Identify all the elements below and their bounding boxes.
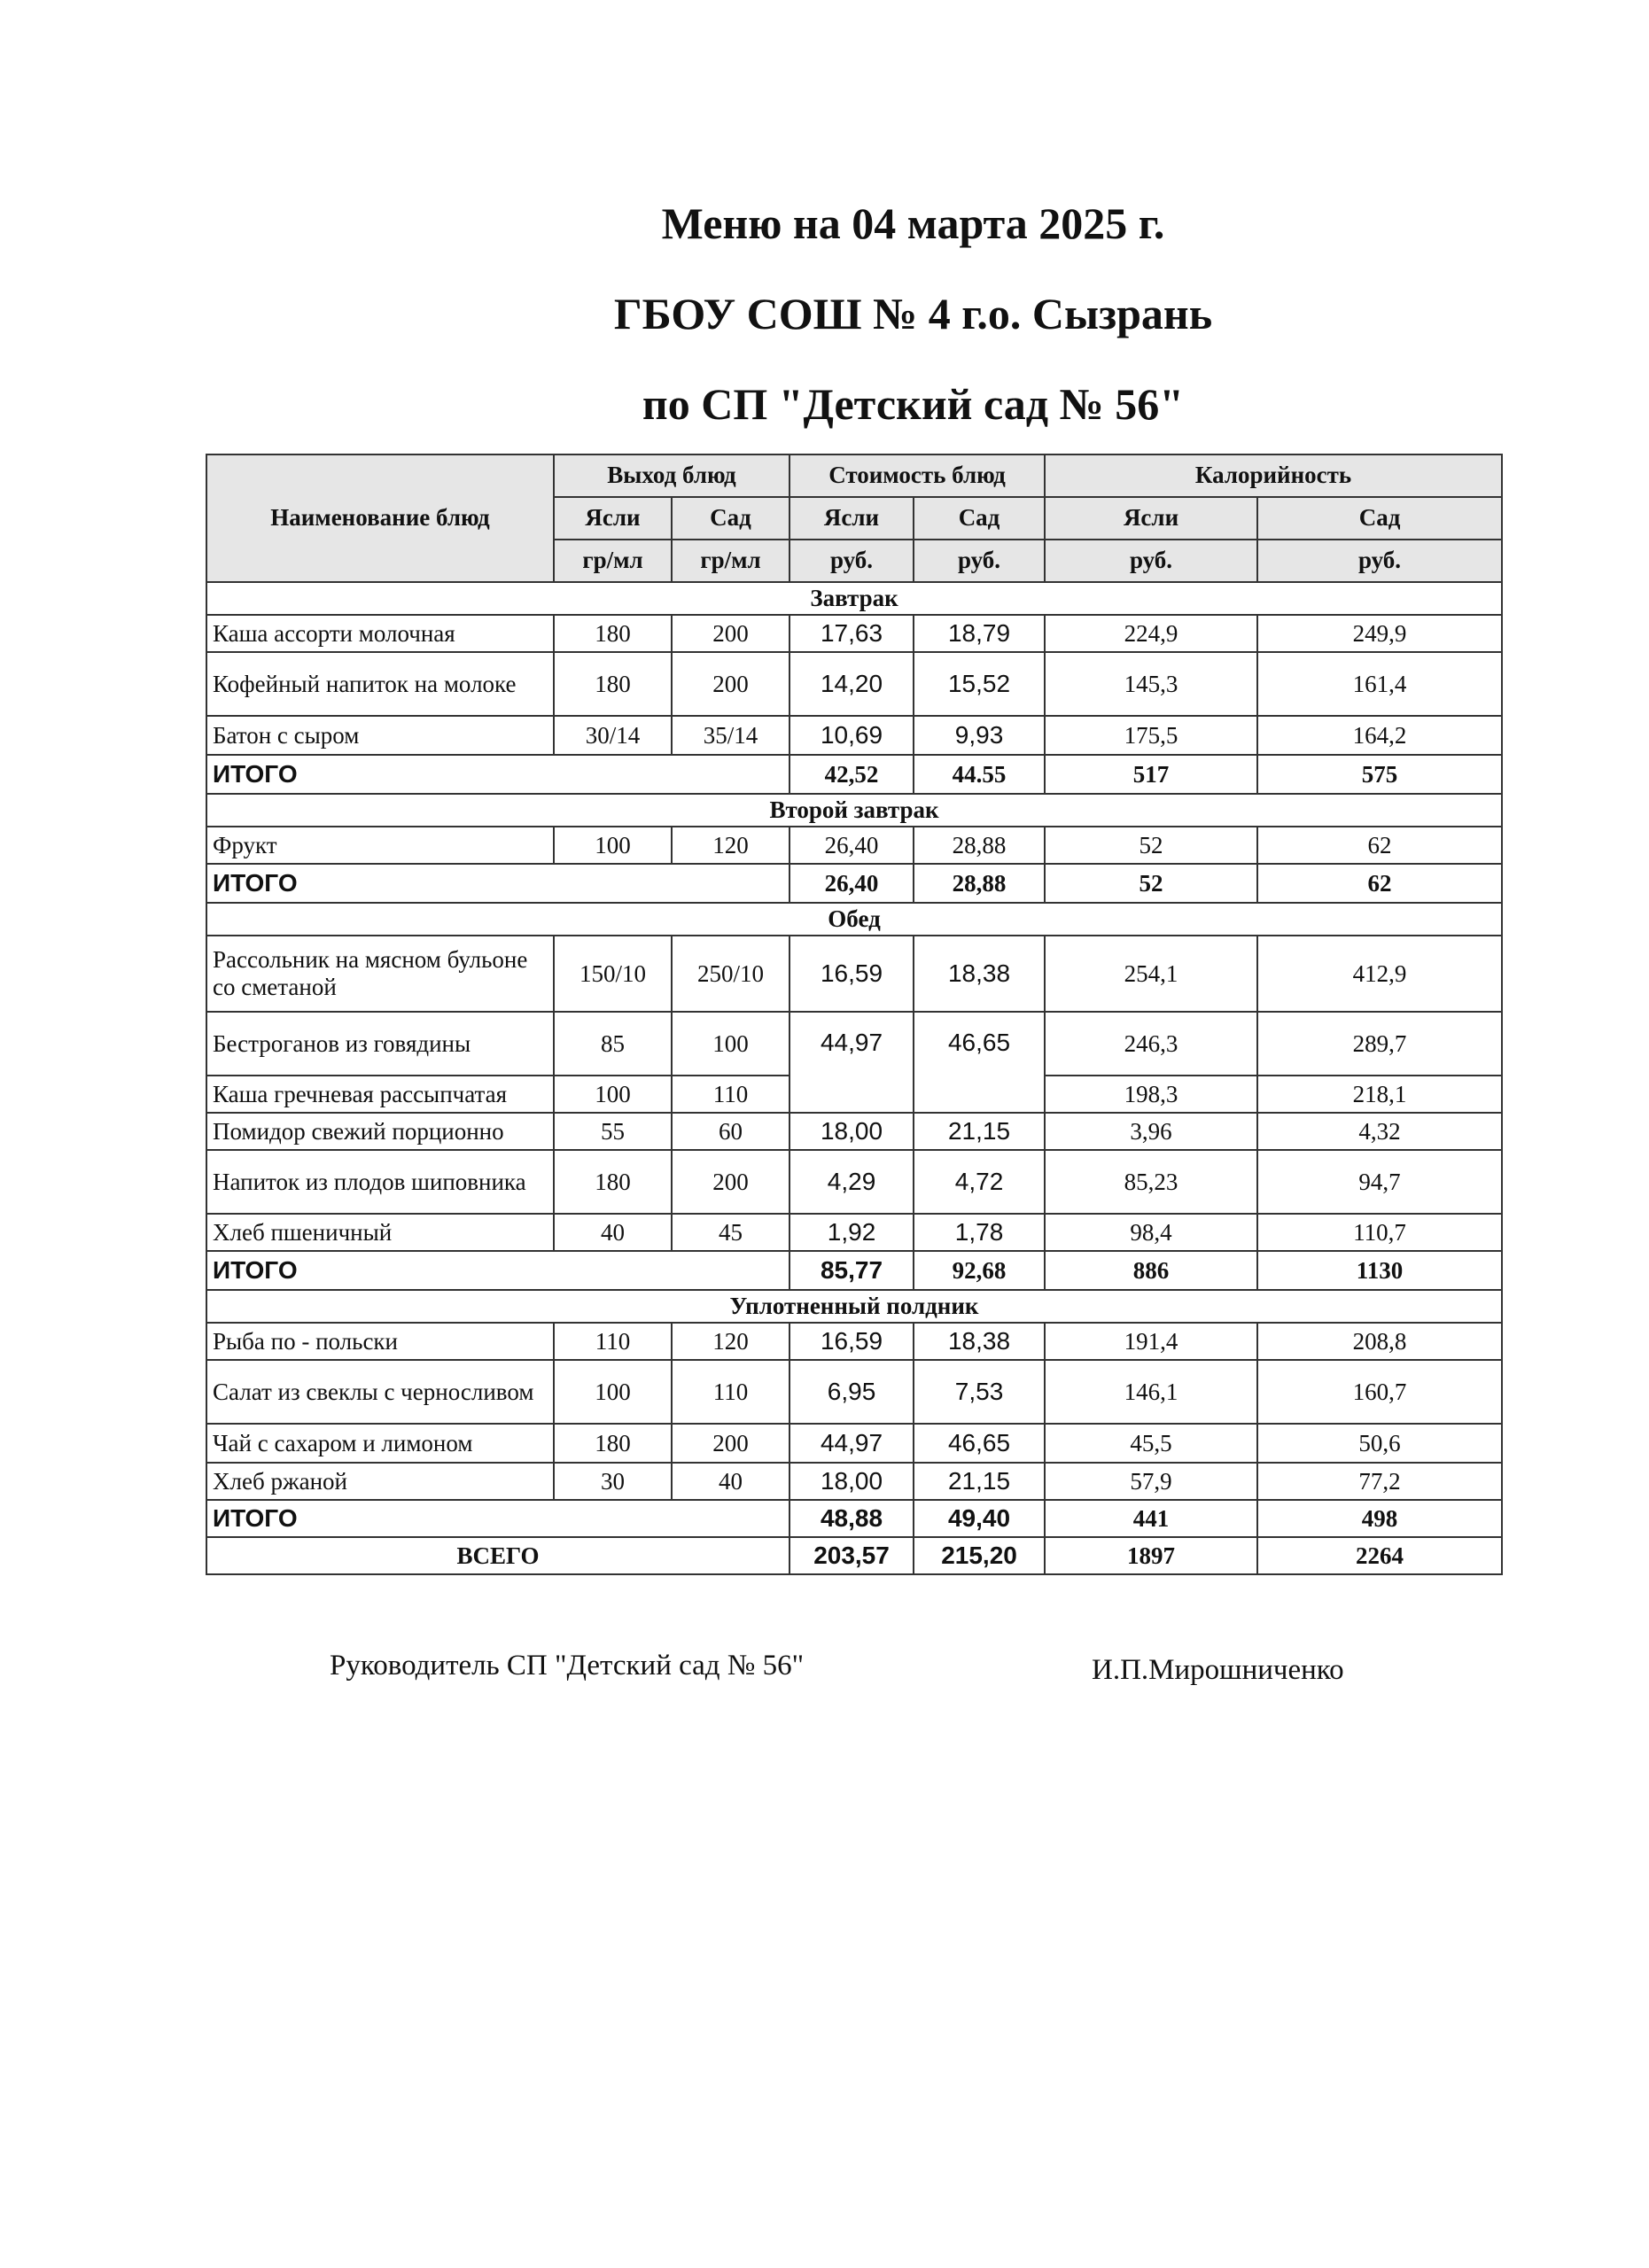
cost-garden: 7,53 bbox=[914, 1360, 1045, 1424]
section-title: Завтрак bbox=[206, 582, 1502, 615]
cost-garden: 21,15 bbox=[914, 1113, 1045, 1150]
total-cost-garden: 49,40 bbox=[914, 1500, 1045, 1537]
header-unit: руб. bbox=[1257, 540, 1502, 582]
cost-nursery: 14,20 bbox=[789, 652, 914, 716]
table-row bbox=[206, 615, 1502, 652]
total-calories-nursery: 441 bbox=[1045, 1500, 1257, 1537]
table-row bbox=[206, 1323, 1502, 1360]
output-nursery: 40 bbox=[554, 1214, 672, 1251]
calories-garden: 164,2 bbox=[1257, 716, 1502, 755]
table-row bbox=[206, 652, 1502, 716]
calories-garden: 160,7 bbox=[1257, 1360, 1502, 1424]
grand-total-calories-garden: 2264 bbox=[1257, 1537, 1502, 1574]
total-calories-garden: 498 bbox=[1257, 1500, 1502, 1537]
output-garden: 60 bbox=[672, 1113, 789, 1150]
calories-garden: 94,7 bbox=[1257, 1150, 1502, 1214]
grand-total-cost-nursery: 203,57 bbox=[789, 1537, 914, 1574]
cost-nursery: 18,00 bbox=[789, 1463, 914, 1500]
total-cost-nursery: 42,52 bbox=[789, 755, 914, 794]
header-unit: руб. bbox=[1045, 540, 1257, 582]
dish-name: Батон с сыром bbox=[206, 716, 554, 755]
output-nursery: 110 bbox=[554, 1323, 672, 1360]
calories-nursery: 224,9 bbox=[1045, 615, 1257, 652]
dish-name: Каша ассорти молочная bbox=[206, 615, 554, 652]
output-nursery: 30/14 bbox=[554, 716, 672, 755]
calories-garden: 412,9 bbox=[1257, 936, 1502, 1012]
total-cost-nursery: 85,77 bbox=[789, 1251, 914, 1290]
header-unit: гр/мл bbox=[554, 540, 672, 582]
section-title: Обед bbox=[206, 903, 1502, 936]
output-garden: 200 bbox=[672, 1424, 789, 1463]
kindergarten-title: по СП "Детский сад № 56" bbox=[642, 379, 1185, 429]
header-cost: Стоимость блюд bbox=[789, 454, 1045, 497]
header-unit: руб. bbox=[789, 540, 914, 582]
table-row bbox=[206, 936, 1502, 1012]
header-output: Выход блюд bbox=[554, 454, 789, 497]
header-unit: руб. bbox=[914, 540, 1045, 582]
dish-name: Помидор свежий порционно bbox=[206, 1113, 554, 1150]
calories-nursery: 175,5 bbox=[1045, 716, 1257, 755]
school-title: ГБОУ СОШ № 4 г.о. Сызрань bbox=[613, 289, 1213, 338]
total-calories-garden: 1130 bbox=[1257, 1251, 1502, 1290]
table-row bbox=[206, 1150, 1502, 1214]
calories-nursery: 3,96 bbox=[1045, 1113, 1257, 1150]
output-nursery: 100 bbox=[554, 827, 672, 864]
output-nursery: 180 bbox=[554, 1150, 672, 1214]
output-nursery: 85 bbox=[554, 1012, 672, 1076]
total-calories-garden: 62 bbox=[1257, 864, 1502, 903]
calories-nursery: 45,5 bbox=[1045, 1424, 1257, 1463]
table-row bbox=[206, 1424, 1502, 1463]
output-garden: 120 bbox=[672, 1323, 789, 1360]
total-cost-garden: 44.55 bbox=[914, 755, 1045, 794]
cost-nursery: 16,59 bbox=[789, 936, 914, 1012]
output-garden: 110 bbox=[672, 1076, 789, 1113]
header-calories: Калорийность bbox=[1045, 454, 1502, 497]
dish-name: Чай с сахаром и лимоном bbox=[206, 1424, 554, 1463]
calories-nursery: 146,1 bbox=[1045, 1360, 1257, 1424]
output-garden: 35/14 bbox=[672, 716, 789, 755]
table-row bbox=[206, 716, 1502, 755]
calories-garden: 77,2 bbox=[1257, 1463, 1502, 1500]
total-calories-nursery: 517 bbox=[1045, 755, 1257, 794]
dish-name: Бестроганов из говядины bbox=[206, 1012, 554, 1076]
section-title: Уплотненный полдник bbox=[206, 1290, 1502, 1323]
cost-garden: 18,79 bbox=[914, 615, 1045, 652]
menu-table bbox=[206, 454, 1503, 1575]
total-calories-garden: 575 bbox=[1257, 755, 1502, 794]
dish-name: Салат из свеклы с черносливом bbox=[206, 1360, 554, 1424]
calories-garden: 62 bbox=[1257, 827, 1502, 864]
cost-garden: 18,38 bbox=[914, 1323, 1045, 1360]
cost-garden: 15,52 bbox=[914, 652, 1045, 716]
cost-garden: 28,88 bbox=[914, 827, 1045, 864]
signatory-name: И.П.Мирошниченко bbox=[1092, 1654, 1344, 1686]
cost-garden: 4,72 bbox=[914, 1150, 1045, 1214]
signatory-position: Руководитель СП "Детский сад № 56" bbox=[330, 1650, 805, 1682]
grand-total-row bbox=[206, 1537, 1502, 1574]
calories-nursery: 57,9 bbox=[1045, 1463, 1257, 1500]
calories-garden: 110,7 bbox=[1257, 1214, 1502, 1251]
table-row bbox=[206, 1012, 1502, 1076]
output-nursery: 30 bbox=[554, 1463, 672, 1500]
cost-nursery: 10,69 bbox=[789, 716, 914, 755]
calories-nursery: 145,3 bbox=[1045, 652, 1257, 716]
output-nursery: 55 bbox=[554, 1113, 672, 1150]
grand-total-label: ВСЕГО bbox=[206, 1537, 789, 1574]
total-cost-nursery: 48,88 bbox=[789, 1500, 914, 1537]
total-label: ИТОГО bbox=[206, 1500, 789, 1537]
total-row bbox=[206, 1251, 1502, 1290]
cost-nursery: 16,59 bbox=[789, 1323, 914, 1360]
dish-name: Рассольник на мясном бульоне со сметаной bbox=[206, 936, 554, 1012]
calories-garden: 161,4 bbox=[1257, 652, 1502, 716]
header-output-garden: Сад bbox=[672, 497, 789, 540]
total-label: ИТОГО bbox=[206, 755, 789, 794]
calories-nursery: 254,1 bbox=[1045, 936, 1257, 1012]
table-row bbox=[206, 1214, 1502, 1251]
total-label: ИТОГО bbox=[206, 1251, 789, 1290]
calories-nursery: 191,4 bbox=[1045, 1323, 1257, 1360]
header-cal-garden: Сад bbox=[1257, 497, 1502, 540]
total-row bbox=[206, 1500, 1502, 1537]
cost-garden: 46,65 bbox=[914, 1012, 1045, 1113]
table-row bbox=[206, 827, 1502, 864]
output-garden: 100 bbox=[672, 1012, 789, 1076]
grand-total-cost-garden: 215,20 bbox=[914, 1537, 1045, 1574]
dish-name: Хлеб ржаной bbox=[206, 1463, 554, 1500]
header-dish-name: Наименование блюд bbox=[206, 454, 554, 582]
cost-nursery: 26,40 bbox=[789, 827, 914, 864]
table-row bbox=[206, 1360, 1502, 1424]
cost-garden: 18,38 bbox=[914, 936, 1045, 1012]
cost-garden: 9,93 bbox=[914, 716, 1045, 755]
output-nursery: 180 bbox=[554, 615, 672, 652]
total-cost-garden: 92,68 bbox=[914, 1251, 1045, 1290]
cost-nursery: 18,00 bbox=[789, 1113, 914, 1150]
total-label: ИТОГО bbox=[206, 864, 789, 903]
output-garden: 200 bbox=[672, 1150, 789, 1214]
calories-nursery: 98,4 bbox=[1045, 1214, 1257, 1251]
dish-name: Кофейный напиток на молоке bbox=[206, 652, 554, 716]
cost-garden: 21,15 bbox=[914, 1463, 1045, 1500]
grand-total-calories-nursery: 1897 bbox=[1045, 1537, 1257, 1574]
calories-garden: 249,9 bbox=[1257, 615, 1502, 652]
total-calories-nursery: 886 bbox=[1045, 1251, 1257, 1290]
output-nursery: 180 bbox=[554, 652, 672, 716]
table-row bbox=[206, 1113, 1502, 1150]
cost-garden: 1,78 bbox=[914, 1214, 1045, 1251]
header-output-nursery: Ясли bbox=[554, 497, 672, 540]
section-title: Второй завтрак bbox=[206, 794, 1502, 827]
output-garden: 200 bbox=[672, 615, 789, 652]
table-row bbox=[206, 1463, 1502, 1500]
calories-garden: 289,7 bbox=[1257, 1012, 1502, 1076]
output-garden: 40 bbox=[672, 1463, 789, 1500]
header-cost-garden: Сад bbox=[914, 497, 1045, 540]
output-garden: 200 bbox=[672, 652, 789, 716]
dish-name: Фрукт bbox=[206, 827, 554, 864]
calories-garden: 4,32 bbox=[1257, 1113, 1502, 1150]
dish-name: Хлеб пшеничный bbox=[206, 1214, 554, 1251]
dish-name: Рыба по - польски bbox=[206, 1323, 554, 1360]
output-nursery: 180 bbox=[554, 1424, 672, 1463]
total-cost-garden: 28,88 bbox=[914, 864, 1045, 903]
calories-nursery: 85,23 bbox=[1045, 1150, 1257, 1214]
calories-nursery: 52 bbox=[1045, 827, 1257, 864]
output-garden: 120 bbox=[672, 827, 789, 864]
calories-garden: 208,8 bbox=[1257, 1323, 1502, 1360]
calories-nursery: 198,3 bbox=[1045, 1076, 1257, 1113]
dish-name: Каша гречневая рассыпчатая bbox=[206, 1076, 554, 1113]
header-unit: гр/мл bbox=[672, 540, 789, 582]
menu-date-title: Меню на 04 марта 2025 г. bbox=[661, 198, 1165, 248]
cost-nursery: 6,95 bbox=[789, 1360, 914, 1424]
header-cost-nursery: Ясли bbox=[789, 497, 914, 540]
total-row bbox=[206, 755, 1502, 794]
output-nursery: 150/10 bbox=[554, 936, 672, 1012]
cost-nursery: 1,92 bbox=[789, 1214, 914, 1251]
total-row bbox=[206, 864, 1502, 903]
calories-garden: 218,1 bbox=[1257, 1076, 1502, 1113]
cost-garden: 46,65 bbox=[914, 1424, 1045, 1463]
header-cal-nursery: Ясли bbox=[1045, 497, 1257, 540]
output-garden: 45 bbox=[672, 1214, 789, 1251]
total-calories-nursery: 52 bbox=[1045, 864, 1257, 903]
calories-nursery: 246,3 bbox=[1045, 1012, 1257, 1076]
cost-nursery: 4,29 bbox=[789, 1150, 914, 1214]
cost-nursery: 44,97 bbox=[789, 1424, 914, 1463]
cost-nursery: 44,97 bbox=[789, 1012, 914, 1113]
output-nursery: 100 bbox=[554, 1076, 672, 1113]
total-cost-nursery: 26,40 bbox=[789, 864, 914, 903]
output-nursery: 100 bbox=[554, 1360, 672, 1424]
cost-nursery: 17,63 bbox=[789, 615, 914, 652]
output-garden: 250/10 bbox=[672, 936, 789, 1012]
dish-name: Напиток из плодов шиповника bbox=[206, 1150, 554, 1214]
output-garden: 110 bbox=[672, 1360, 789, 1424]
calories-garden: 50,6 bbox=[1257, 1424, 1502, 1463]
